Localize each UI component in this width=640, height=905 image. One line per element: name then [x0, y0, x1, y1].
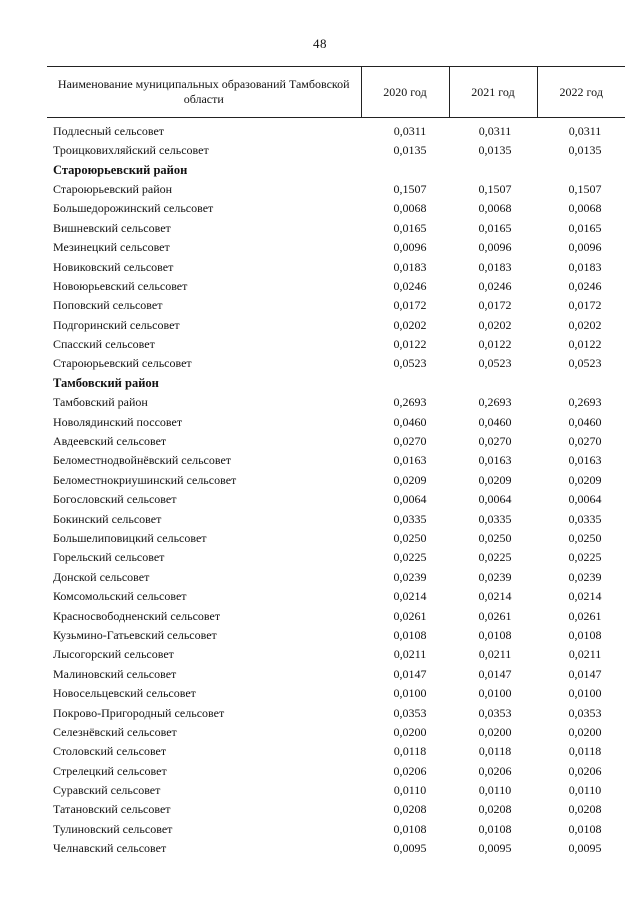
table-row: [47, 316, 625, 335]
value-2021: 0,0110: [478, 783, 512, 798]
municipality-name: Новолядинский поссовет: [53, 414, 183, 429]
value-2022: [537, 374, 625, 393]
municipality-name: Новосельцевский сельсовет: [53, 686, 196, 701]
table-row: [47, 141, 625, 160]
value-2021: 0,0122: [478, 337, 512, 352]
table-row: [47, 296, 625, 315]
value-2020: 0,0202: [393, 317, 427, 332]
value-2022: 0,0100: [568, 686, 602, 701]
value-2022: 0,0122: [568, 337, 602, 352]
value-2020: 0,0172: [393, 298, 427, 313]
value-2022: 0,0110: [568, 783, 602, 798]
table-row: [47, 354, 625, 373]
table-row: [47, 393, 625, 412]
value-2020: 0,0108: [393, 627, 427, 642]
value-2021: [449, 160, 537, 179]
value-2022: 0,0261: [568, 608, 602, 623]
value-2020: 0,0200: [393, 724, 427, 739]
value-2020: 0,0095: [393, 841, 427, 856]
value-2020: 0,0239: [393, 569, 427, 584]
table-row: [47, 257, 625, 276]
value-2022: 0,0118: [568, 744, 602, 759]
table-row: [47, 180, 625, 199]
value-2021: 0,0206: [478, 763, 512, 778]
municipality-name: Поповский сельсовет: [53, 298, 163, 313]
value-2022: 0,0335: [568, 511, 602, 526]
municipality-name: Беломестнокриушинский сельсовет: [53, 472, 237, 487]
municipality-name: Столовский сельсовет: [53, 744, 167, 759]
value-2022: [537, 160, 625, 179]
table-row: [47, 490, 625, 509]
value-2020: 0,0270: [393, 434, 427, 449]
district-heading-row: [47, 374, 625, 393]
value-2021: 0,0311: [478, 124, 512, 138]
value-2022: 0,0064: [568, 492, 602, 507]
value-2022: 0,0523: [568, 356, 602, 371]
table-row: [47, 509, 625, 528]
value-2022: 0,0068: [568, 201, 602, 216]
value-2022: 0,0206: [568, 763, 602, 778]
value-2021: 0,0214: [478, 589, 512, 604]
value-2020: 0,0460: [393, 414, 427, 429]
municipality-name: Авдеевский сельсовет: [53, 434, 167, 449]
table-row: [47, 626, 625, 645]
municipality-name: Бокинский сельсовет: [53, 511, 162, 526]
header-2021: 2021 год: [449, 67, 537, 118]
table-row: [47, 277, 625, 296]
value-2020: 0,0250: [393, 531, 427, 545]
table-row: [47, 335, 625, 354]
table-row: [47, 820, 625, 839]
municipality-name: Стрелецкий сельсовет: [53, 763, 167, 778]
value-2021: 0,0108: [478, 821, 512, 836]
value-2020: 0,0147: [393, 666, 427, 681]
table-row: [47, 839, 625, 858]
municipality-name: Большедорожинский сельсовет: [53, 201, 214, 216]
value-2022: 0,0108: [568, 821, 602, 836]
page-number: 48: [313, 36, 327, 51]
table-row: [47, 665, 625, 684]
municipality-name: Богословский сельсовет: [53, 492, 177, 507]
municipality-name: Кузьмино-Гатьевский сельсовет: [53, 627, 217, 642]
table-header: [47, 67, 625, 118]
table-row: [47, 703, 625, 722]
value-2021: 0,0135: [478, 143, 512, 158]
municipality-name: Староюрьевский район: [53, 181, 173, 196]
value-2022: 0,0209: [568, 472, 602, 487]
value-2020: 0,0100: [393, 686, 427, 701]
municipality-name: Суравский сельсовет: [53, 783, 161, 798]
table-row: [47, 238, 625, 257]
value-2022: 0,0225: [568, 550, 602, 565]
table-row: [47, 742, 625, 761]
value-2020: 0,1507: [393, 181, 427, 196]
table-row: [47, 645, 625, 664]
value-2021: 0,0100: [478, 686, 512, 701]
value-2020: 0,0214: [393, 589, 427, 604]
value-2021: 0,0064: [478, 492, 512, 507]
municipality-name: Подгоринский сельсовет: [53, 317, 180, 332]
value-2021: 0,1507: [478, 181, 512, 196]
table-row: [47, 219, 625, 238]
value-2022: 0,0095: [568, 841, 602, 856]
value-2021: 0,0460: [478, 414, 512, 429]
value-2021: 0,0165: [478, 220, 512, 235]
table-row: [47, 471, 625, 490]
value-2022: 0,0460: [568, 414, 602, 429]
value-2020: 0,0311: [393, 124, 427, 138]
value-2021: 0,0095: [478, 841, 512, 856]
municipality-name: Лысогорский сельсовет: [53, 647, 174, 662]
value-2020: 0,0122: [393, 337, 427, 352]
value-2022: 0,2693: [568, 395, 602, 410]
value-2021: 0,0163: [478, 453, 512, 468]
value-2021: 0,0211: [478, 647, 512, 662]
coefficients-table-container: [47, 66, 625, 858]
municipality-name: Подлесный сельсовет: [53, 124, 165, 138]
value-2021: 0,0523: [478, 356, 512, 371]
value-2022: 0,0108: [568, 627, 602, 642]
value-2022: 0,0246: [568, 278, 602, 293]
table-row: [47, 548, 625, 567]
value-2021: 0,0147: [478, 666, 512, 681]
municipality-name: Комсомольский сельсовет: [53, 589, 187, 604]
value-2021: 0,0353: [478, 705, 512, 720]
municipality-name: Вишневский сельсовет: [53, 220, 171, 235]
value-2021: 0,0250: [478, 531, 512, 545]
value-2022: 0,0270: [568, 434, 602, 449]
table-row: [47, 723, 625, 742]
value-2022: 0,0165: [568, 220, 602, 235]
municipality-name: Беломестнодвойнёвский сельсовет: [53, 453, 232, 468]
value-2022: 0,0214: [568, 589, 602, 604]
value-2020: 0,0246: [393, 278, 427, 293]
municipality-name: Красносвободненский сельсовет: [53, 608, 221, 623]
value-2020: 0,0108: [393, 821, 427, 836]
municipality-name: Челнавский сельсовет: [53, 841, 167, 856]
table-row: [47, 529, 625, 548]
value-2020: 0,0211: [393, 647, 427, 662]
value-2022: 0,0311: [568, 124, 602, 138]
municipality-name: Новиковский сельсовет: [53, 259, 174, 274]
value-2021: 0,0270: [478, 434, 512, 449]
table-row: [47, 800, 625, 819]
municipality-name: Большелиповицкий сельсовет: [53, 531, 207, 545]
value-2020: 0,0261: [393, 608, 427, 623]
municipality-name: Тулиновский сельсовет: [53, 821, 173, 836]
table-row: [47, 199, 625, 218]
value-2022: 0,0096: [568, 240, 602, 255]
value-2020: 0,0183: [393, 259, 427, 274]
district-name: Тамбовский район: [53, 375, 159, 390]
municipality-name: Донской сельсовет: [53, 569, 150, 584]
value-2021: 0,0200: [478, 724, 512, 739]
value-2020: 0,0206: [393, 763, 427, 778]
value-2022: 0,0147: [568, 666, 602, 681]
municipality-name: Троицковихляйский сельсовет: [53, 143, 209, 158]
value-2022: 0,0172: [568, 298, 602, 313]
value-2021: 0,0172: [478, 298, 512, 313]
municipality-name: Тамбовский район: [53, 395, 148, 410]
table-row: [47, 587, 625, 606]
value-2020: 0,0118: [393, 744, 427, 759]
value-2020: 0,0165: [393, 220, 427, 235]
value-2021: 0,0246: [478, 278, 512, 293]
value-2020: 0,0523: [393, 356, 427, 371]
table-row: [47, 684, 625, 703]
value-2021: 0,2693: [478, 395, 512, 410]
value-2020: [361, 160, 449, 179]
value-2021: 0,0209: [478, 472, 512, 487]
header-municipality: Наименование муниципальных образований Тамбовской области: [47, 67, 361, 118]
table-row: [47, 781, 625, 800]
value-2022: 0,1507: [568, 181, 602, 196]
municipality-name: Покрово-Пригородный сельсовет: [53, 705, 225, 720]
value-2021: 0,0225: [478, 550, 512, 565]
table-row: [47, 412, 625, 431]
header-2020: 2020 год: [361, 67, 449, 118]
value-2020: 0,0163: [393, 453, 427, 468]
value-2021: [449, 374, 537, 393]
value-2021: 0,0202: [478, 317, 512, 332]
value-2021: 0,0108: [478, 627, 512, 642]
table-row: [47, 432, 625, 451]
value-2022: 0,0353: [568, 705, 602, 720]
value-2020: 0,0064: [393, 492, 427, 507]
municipality-name: Горельский сельсовет: [53, 550, 165, 565]
value-2020: 0,0225: [393, 550, 427, 565]
value-2021: 0,0118: [478, 744, 512, 759]
value-2020: 0,0096: [393, 240, 427, 255]
value-2022: 0,0163: [568, 453, 602, 468]
value-2022: 0,0239: [568, 569, 602, 584]
district-heading-row: [47, 160, 625, 179]
table-body: [47, 118, 625, 859]
municipality-name: Малиновский сельсовет: [53, 666, 177, 681]
value-2022: 0,0183: [568, 259, 602, 274]
table-row: [47, 606, 625, 625]
value-2020: 0,0335: [393, 511, 427, 526]
table-row: [47, 762, 625, 781]
district-name: Староюрьевский район: [53, 162, 188, 177]
value-2021: 0,0183: [478, 259, 512, 274]
municipality-name: Татановский сельсовет: [53, 802, 171, 817]
value-2021: 0,0239: [478, 569, 512, 584]
header-2022: 2022 год: [537, 67, 625, 118]
value-2021: 0,0335: [478, 511, 512, 526]
table-row: [47, 451, 625, 470]
value-2022: 0,0135: [568, 143, 602, 158]
municipality-name: Новоюрьевский сельсовет: [53, 278, 188, 293]
table-row: [47, 118, 625, 142]
value-2021: 0,0068: [478, 201, 512, 216]
value-2020: 0,2693: [393, 395, 427, 410]
value-2020: 0,0068: [393, 201, 427, 216]
value-2020: 0,0209: [393, 472, 427, 487]
value-2020: [361, 374, 449, 393]
value-2022: 0,0200: [568, 724, 602, 739]
value-2021: 0,0096: [478, 240, 512, 255]
table-row: [47, 568, 625, 587]
municipality-name: Селезнёвский сельсовет: [53, 724, 177, 739]
value-2020: 0,0208: [393, 802, 427, 817]
municipality-name: Спасский сельсовет: [53, 337, 155, 352]
value-2021: 0,0261: [478, 608, 512, 623]
value-2022: 0,0250: [568, 531, 602, 545]
municipality-name: Староюрьевский сельсовет: [53, 356, 192, 371]
value-2022: 0,0211: [568, 647, 602, 662]
value-2020: 0,0135: [393, 143, 427, 158]
coefficients-table: [47, 66, 625, 858]
value-2020: 0,0353: [393, 705, 427, 720]
value-2020: 0,0110: [393, 783, 427, 798]
value-2022: 0,0202: [568, 317, 602, 332]
value-2021: 0,0208: [478, 802, 512, 817]
municipality-name: Мезинецкий сельсовет: [53, 240, 170, 255]
value-2022: 0,0208: [568, 802, 602, 817]
